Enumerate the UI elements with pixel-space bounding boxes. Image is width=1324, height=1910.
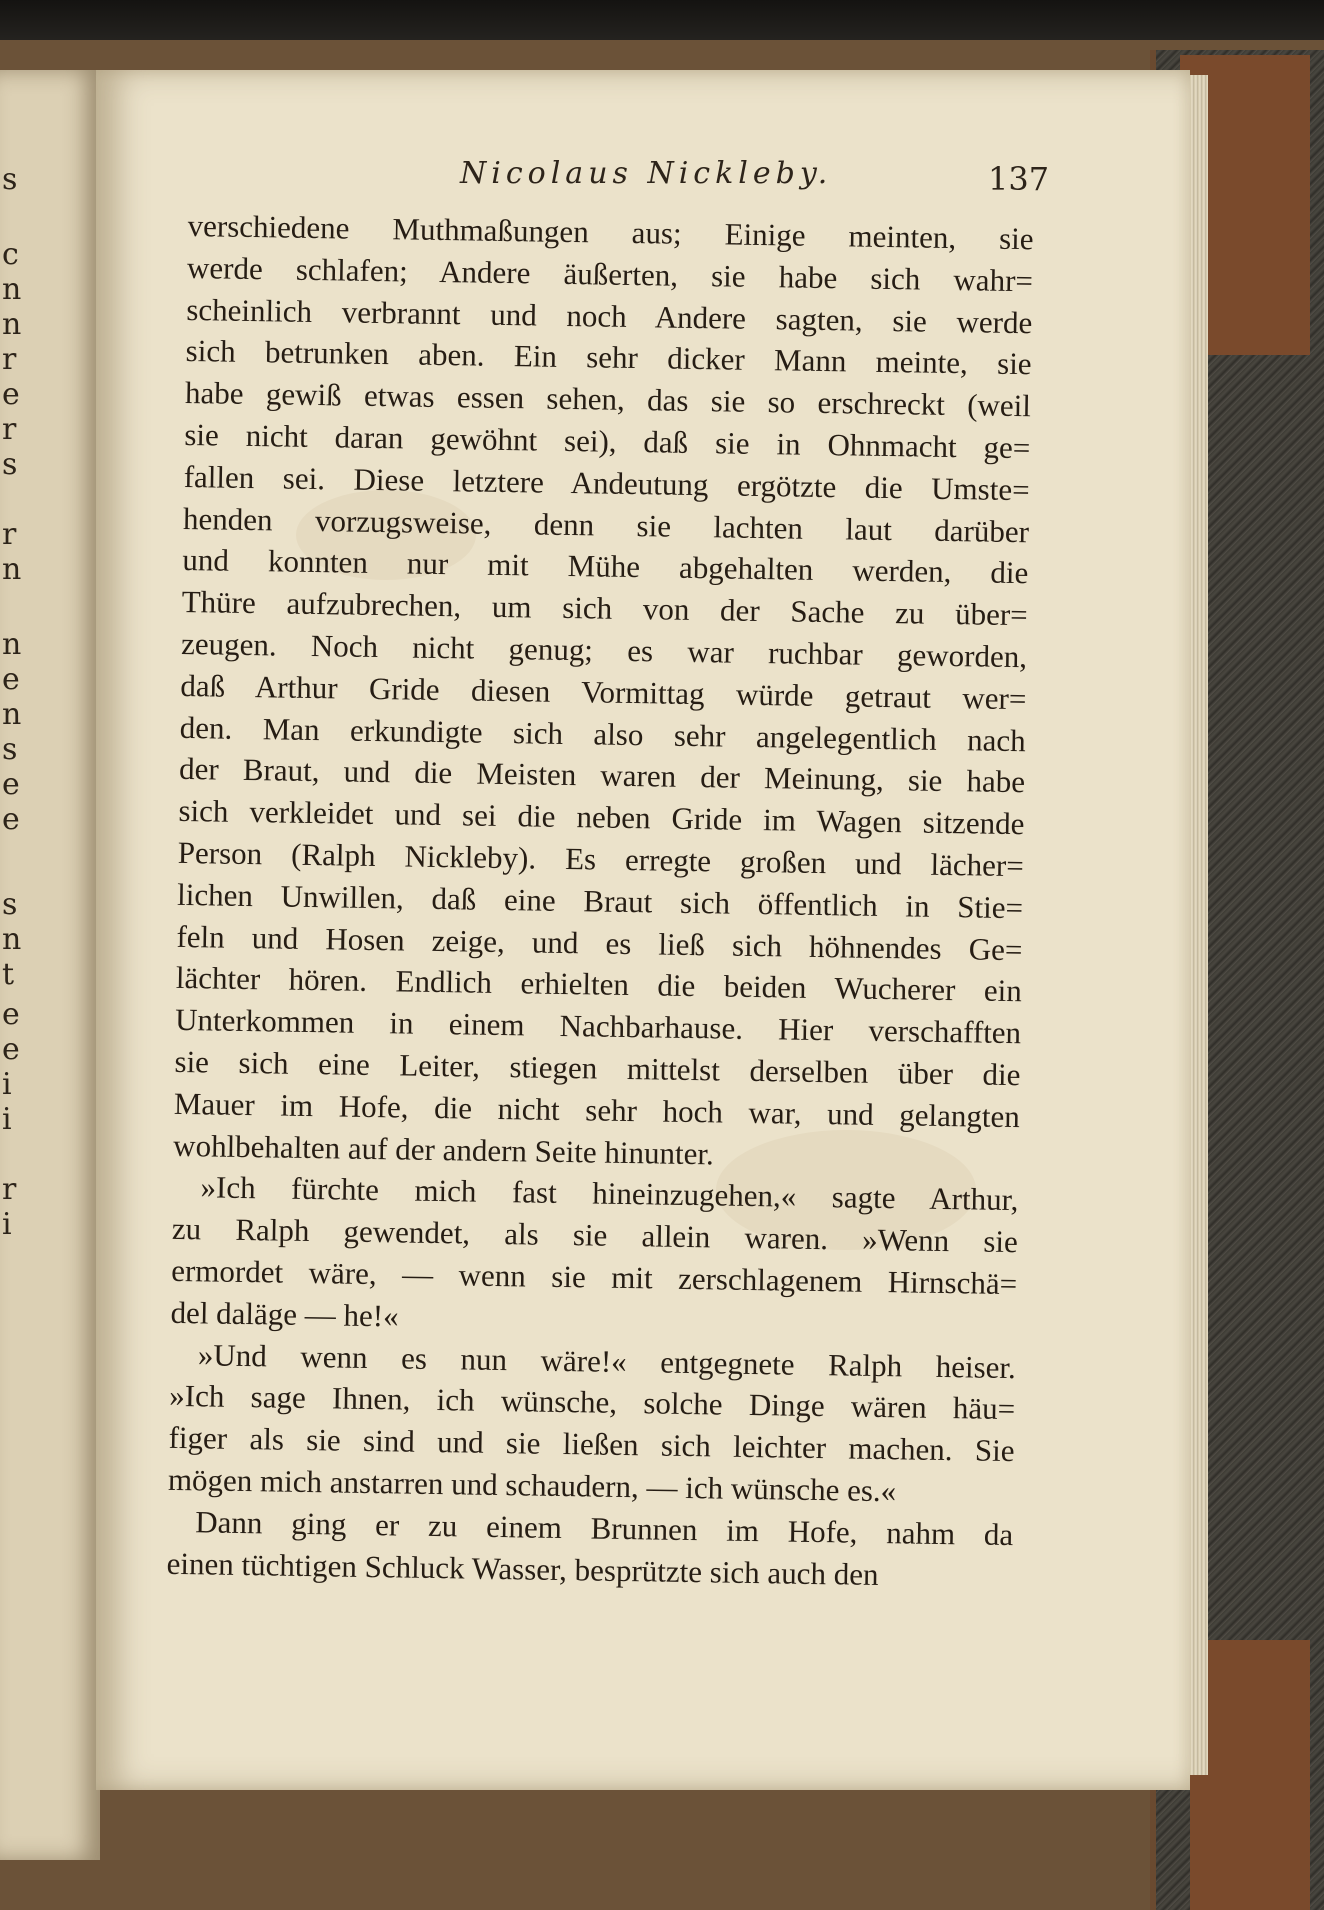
body-text	[166, 205, 1034, 1597]
gutter-char: s	[2, 732, 18, 767]
text-line: einen tüchtigen Schluck Wasser, besprützte sich auch den	[166, 1545, 879, 1592]
text-line: ermordet wäre, — wenn sie mit zerschlagenem Hirnschä=	[170, 1252, 1018, 1302]
gutter-char: i	[2, 1067, 12, 1102]
text-line: Person (Ralph Nickleby). Es erregte großen und lächer=	[177, 834, 1025, 884]
gutter-char: r	[2, 1172, 17, 1207]
gutter-char: e	[2, 662, 20, 697]
gutter-char: e	[2, 767, 20, 802]
text-line: zu Ralph gewendet, als sie allein waren. »Wenn sie	[171, 1211, 1019, 1260]
text-line: und konnten nur mit Mühe abgehalten werden, die	[182, 542, 1029, 591]
text-line: scheinlich verbrannt und noch Andere sagten, sie werde	[186, 291, 1033, 340]
gutter-char: t	[2, 957, 15, 992]
text-line: sie nicht daran gewöhnt sei), daß sie in Ohnmacht ge=	[184, 416, 1031, 466]
text-line: »Und wenn es nun wäre!« entgegnete Ralph heiser.	[197, 1336, 1017, 1385]
gutter-char: r	[2, 342, 17, 377]
text-line: figer als sie sind und sie ließen sich leichter machen. Sie	[168, 1419, 1015, 1469]
text-line: den. Man erkundigte sich also sehr angelegentlich nach	[179, 709, 1026, 758]
text-line: feln und Hosen zeige, und es ließ sich höhnendes Ge=	[176, 918, 1023, 967]
text-line: daß Arthur Gride diesen Vormittag würde getraut wer=	[180, 667, 1027, 716]
gutter-char: i	[2, 1207, 12, 1242]
gutter-char: e	[2, 1032, 20, 1067]
text-line: werde schlafen; Andere äußerten, sie habe sich wahr=	[186, 249, 1034, 299]
leather-corner-bottom	[1190, 1640, 1310, 1910]
gutter-char: s	[2, 887, 18, 922]
left-facing-page	[0, 70, 100, 1860]
gutter-char: e	[2, 377, 20, 412]
text-line: sich verkleidet und sei die neben Gride im Wagen sitzende	[178, 793, 1025, 842]
gutter-char: s	[2, 447, 18, 482]
gutter-char: n	[2, 697, 22, 732]
text-line: zeugen. Noch nicht genug; es war ruchbar geworden,	[180, 625, 1028, 675]
text-line: lächter hören. Endlich erhielten die beiden Wucherer ein	[175, 960, 1023, 1009]
gutter-char: n	[2, 922, 22, 957]
text-line: verschiedene Muthmaßungen aus; Einige meinten, sie	[187, 207, 1034, 257]
gutter-char: s	[2, 162, 18, 197]
gutter-char: n	[2, 552, 22, 587]
page-number: 137	[988, 160, 1050, 198]
text-line: Thüre aufzubrechen, um sich von der Sache zu über=	[181, 584, 1028, 633]
text-line: sich betrunken aben. Ein sehr dicker Mann meinte, sie	[185, 333, 1032, 382]
text-line: habe gewiß etwas essen sehen, das sie so erschreckt (weil	[184, 375, 1032, 424]
gutter-char: r	[2, 517, 17, 552]
text-line: wohlbehalten auf der andern Seite hinunter.	[172, 1127, 715, 1171]
running-title: Nicolaus Nickleby.	[460, 156, 833, 191]
gutter-char: c	[2, 237, 19, 272]
text-line: der Braut, und die Meisten waren der Meinung, sie habe	[178, 751, 1026, 800]
text-line: mögen mich anstarren und schaudern, — ich wünsche es.«	[167, 1461, 897, 1509]
text-line: »Ich sage Ihnen, ich wünsche, solche Dinge wären häu=	[169, 1378, 1016, 1427]
text-line: henden vorzugsweise, denn sie lachten laut darüber	[182, 500, 1030, 549]
text-line: sie sich eine Leiter, stiegen mittelst derselben über die	[174, 1043, 1021, 1093]
text-line: lichen Unwillen, daß eine Braut sich öffentlich in Stie=	[176, 876, 1024, 925]
gutter-char: e	[2, 802, 20, 837]
text-line: fallen sei. Diese letztere Andeutung ergötzte die Umste=	[183, 458, 1030, 508]
text-line: Dann ging er zu einem Brunnen im Hofe, nahm da	[195, 1503, 1014, 1552]
gutter-char: n	[2, 307, 22, 342]
gutter-char: i	[2, 1102, 12, 1137]
gutter-char: n	[2, 272, 22, 307]
gutter-char: e	[2, 997, 20, 1032]
text-line: Unterkommen in einem Nachbarhause. Hier verschafften	[174, 1002, 1022, 1051]
gutter-char: n	[2, 627, 22, 662]
text-line: del daläge — he!«	[170, 1294, 399, 1334]
gutter-char: r	[2, 412, 17, 447]
text-line: Mauer im Hofe, die nicht sehr hoch war, und gelangten	[173, 1085, 1021, 1134]
text-line: »Ich fürchte mich fast hineinzugehen,« sagte Arthur,	[200, 1169, 1019, 1218]
